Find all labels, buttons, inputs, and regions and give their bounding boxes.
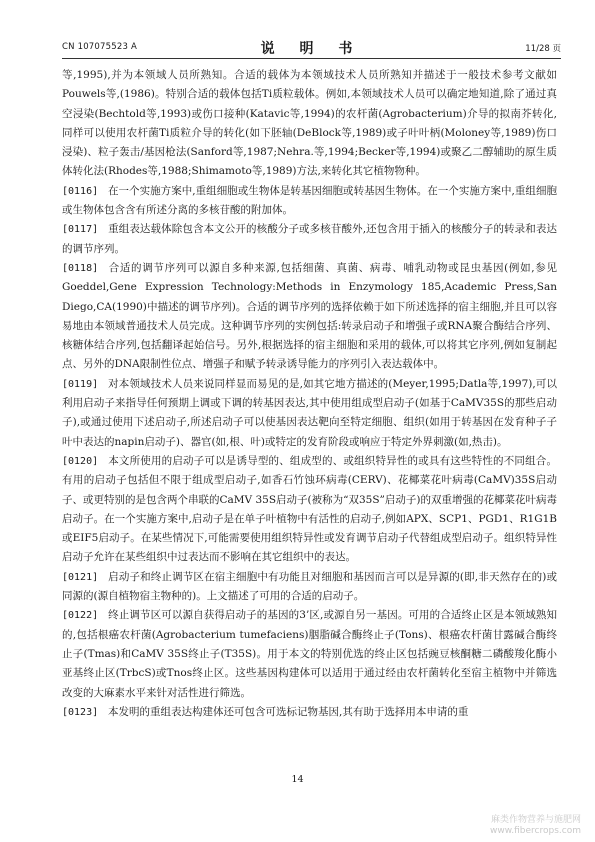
- paragraph-0121: [62, 568, 557, 607]
- paragraph-0122: [62, 606, 557, 702]
- paragraph-text: 启动子和终止调节区在宿主细胞中有功能且对细胞和基因而言可以是异源的(即,非天然存在的)或同源的(源自植物宿主物种的)。上文描述了可用的合适的启动子。: [62, 570, 557, 603]
- paragraph-number: [0119]: [62, 378, 99, 390]
- page-number: 14: [291, 774, 304, 785]
- paragraph-text: 终止调节区可以源自获得启动子的基因的3’区,或源自另一基因。可用的合适终止区是本领域熟知的,包括根癌农杆菌(Agrobacterium tumefaciens)胭脂碱合酶终止子(Tons)、根癌农杆菌甘露碱合酶终止子(Tmas)和CaMV 35S终止子(T35S)。用于本文的特别优选的终止区包括豌豆核酮糖二磷酸羧化酶小亚基终止区(TrbcS)或Tnos终止区。这些基因构建体可以适用于通过经由农杆菌转化至宿主植物中并筛选改变的大麻素水平来针对活性进行筛选。: [62, 609, 557, 699]
- paragraph-number: [0117]: [62, 224, 99, 236]
- paragraph-number: [0123]: [62, 706, 99, 718]
- patent-number: CN 107075523 A: [62, 42, 137, 52]
- watermark: [490, 815, 581, 837]
- header-divider: [62, 58, 561, 59]
- paragraph-0119: [62, 375, 557, 452]
- paragraph-0116: [62, 182, 557, 221]
- paragraph-text: 在一个实施方案中,重组细胞或生物体是转基因细胞或转基因生物体。在一个实施方案中,重组细胞或生物体包含含有所述分离的多核苷酸的附加体。: [62, 184, 557, 217]
- page-header: [62, 38, 561, 56]
- watermark-url: www.fibercrops.com: [490, 826, 581, 836]
- paragraph-0118: [62, 259, 557, 375]
- document-body: [62, 66, 557, 722]
- paragraph-continued: [62, 66, 557, 182]
- paragraph-number: [0116]: [62, 185, 99, 197]
- paragraph-text: 对本领域技术人员来说同样显而易见的是,如其它地方描述的(Meyer,1995;Datla等,1997),可以利用启动子来指导任何预期上调或下调的转基因表达,其中使用组成型启动子(如基于CaMV35S的那些启动子),或通过使用下述启动子,所述启动子可以使基因表达靶向至特定细胞、组织(如用于转基因在发育种子子叶中表达的napin启动子)、器官(如,根、叶)或特定的发育阶段或响应于特定外界刺激(如,热击)。: [62, 377, 557, 448]
- page-indicator: 11/28 页: [525, 44, 561, 54]
- document-title: 说 明 书: [260, 41, 363, 57]
- paragraph-text: 等,1995),并为本领域人员所熟知。合适的载体为本领域技术人员所熟知并描述于一般技术参考文献如Pouwels等,(1986)。特别合适的载体包括Ti质粒载体。例如,本领域技术人员可以确定地知道,除了通过真空浸染(Bechtold等,1993)或伤口接种(Katavic等,1994)的农杆菌(Agrobacterium)介导的拟南芥转化,同样可以使用农杆菌Ti质粒介导的转化(如下胚轴(DeBlock等,1989)或子叶叶柄(Moloney等,1989)伤口浸染)、粒子轰击/基因枪法(Sanford等,1987;Nehra.等,1994;Becker等,1994)或聚乙二醇辅助的原生质体转化法(Rhodes等,1988;Shimamoto等,1989)方法,来转化其它植物物种。: [62, 69, 557, 178]
- paragraph-text: 本发明的重组表达构建体还可包含可选标记物基因,其有助于选择用本申请的重: [108, 705, 469, 718]
- paragraph-text: 重组表达载体除包含本文公开的核酸分子或多核苷酸外,还包含用于插入的核酸分子的转录和表达的调节序列。: [62, 223, 557, 255]
- paragraph-number: [0122]: [62, 610, 99, 622]
- paragraph-number: [0118]: [62, 262, 99, 274]
- paragraph-text: 本文所使用的启动子可以是诱导型的、组成型的、或组织特异性的或具有这些特性的不同组合。有用的启动子包括但不限于组成型启动子,如香石竹蚀环病毒(CERV)、花椰菜花叶病毒(CaMV)35S启动子、或更特别的是包含两个串联的CaMV 35S启动子(被称为“双35S”启动子)的双重增强的花椰菜花叶病毒启动子。在一个实施方案中,启动子是在单子叶植物中有活性的启动子,例如APX、SCP1、PGD1、R1G1B或EIF5启动子。在某些情况下,可能需要使用组织特异性或发育调节启动子代替组成型启动子。组织特异性启动子允许在某些组织中过表达而不影响在其它组织中的表达。: [62, 454, 558, 564]
- paragraph-number: [0121]: [62, 571, 99, 583]
- paragraph-0120: [62, 452, 557, 568]
- paragraph-0117: [62, 220, 557, 259]
- paragraph-number: [0120]: [62, 455, 99, 467]
- watermark-site-name: 麻类作物营养与施肥网: [490, 815, 581, 825]
- paragraph-text: 合适的调节序列可以源自多种来源,包括细菌、真菌、病毒、哺乳动物或昆虫基因(例如,参见Goeddel,Gene Expression Technology:Methods in Enzymology 185,Academic Press,San Diego,CA(1990)中描述的调节序列)。合适的调节序列的选择依赖于如下所述选择的宿主细胞,并且可以容易地由本领域普通技术人员完成。这种调节序列的实例包括:转录启动子和增强子或RNA聚合酶结合序列、核糖体结合序列,包括翻译起始信号。另外,根据选择的宿主细胞和采用的载体,可以将其它序列,例如复制起点、另外的DNA限制性位点、增强子和赋予转录诱导能力的序列引入表达载体中。: [62, 261, 557, 371]
- paragraph-0123: [62, 703, 557, 722]
